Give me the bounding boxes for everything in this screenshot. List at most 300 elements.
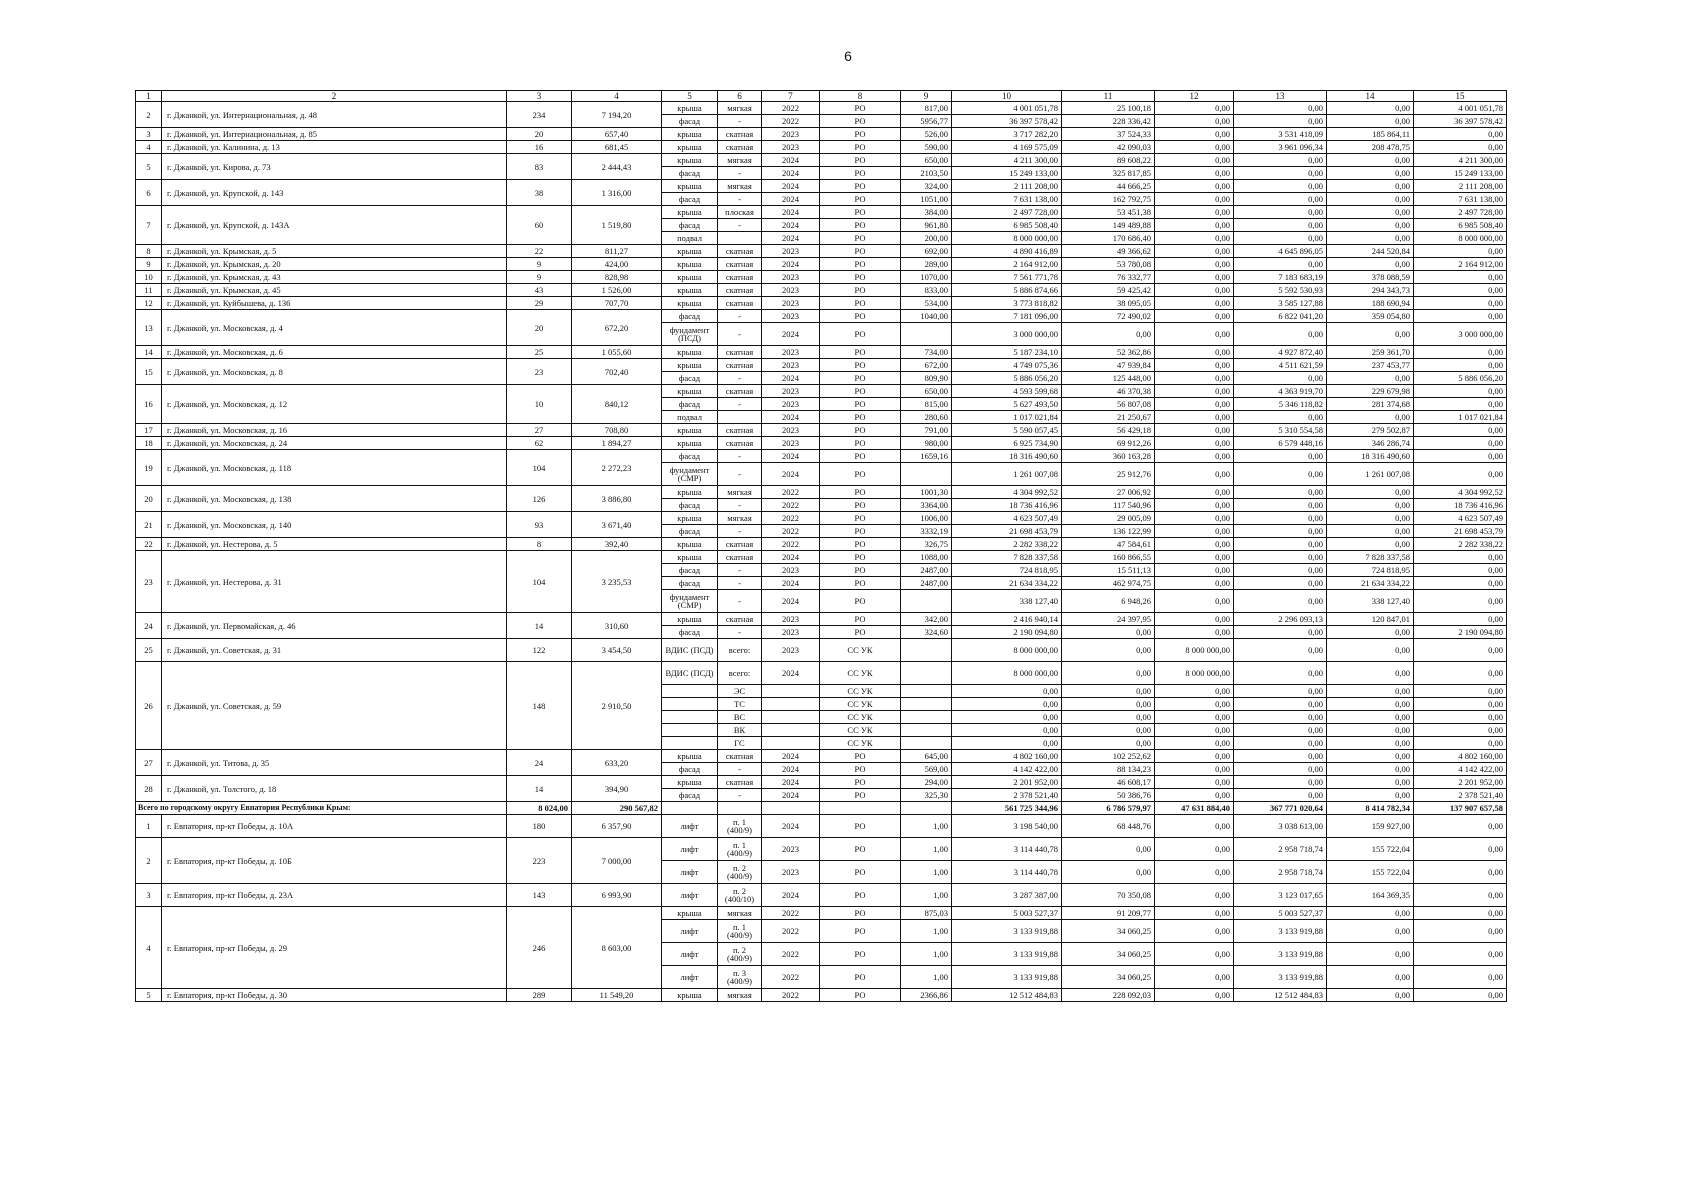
budget-local: 0,00	[1414, 385, 1507, 398]
fund-funds: 3 961 096,34	[1234, 141, 1327, 154]
year: 2024	[762, 258, 820, 271]
table-row	[136, 346, 1507, 359]
total-cost: 0,00	[952, 698, 1062, 711]
owners-funds: 0,00	[1155, 232, 1234, 245]
budget-rk: 0,00	[1327, 943, 1414, 966]
column-header: 13	[1234, 91, 1327, 102]
column-header: 11	[1062, 91, 1155, 102]
total-area: 708,80	[572, 424, 662, 437]
budget-rk: 0,00	[1327, 180, 1414, 193]
specific-cost: 38 095,05	[1062, 297, 1155, 310]
owners-funds: 0,00	[1155, 424, 1234, 437]
year: 2024	[762, 206, 820, 219]
year: 2022	[762, 989, 820, 1002]
column-header: 10	[952, 91, 1062, 102]
fund-funds: 0,00	[1234, 662, 1327, 685]
fund-funds: 0,00	[1234, 789, 1327, 802]
work-detail: скатная	[718, 551, 762, 564]
fund-funds: 0,00	[1234, 463, 1327, 486]
total-area: 702,40	[572, 359, 662, 385]
specific-cost: 42 090,03	[1062, 141, 1155, 154]
year: 2024	[762, 219, 820, 232]
funding-source: РО	[820, 564, 901, 577]
fund-funds: 12 512 484,83	[1234, 989, 1327, 1002]
table-row	[136, 206, 1507, 219]
address: г. Джанкой, ул. Интернациональная, д. 85	[162, 128, 507, 141]
budget-local: 4 304 992,52	[1414, 486, 1507, 499]
work-detail: -	[718, 577, 762, 590]
budget-local: 0,00	[1414, 463, 1507, 486]
column-header: 3	[507, 91, 572, 102]
owners-funds: 0,00	[1155, 626, 1234, 639]
volume: 1,00	[901, 920, 952, 943]
budget-rk: 0,00	[1327, 411, 1414, 424]
address: г. Джанкой, ул. Крымская, д. 5	[162, 245, 507, 258]
volume: 534,00	[901, 297, 952, 310]
owners-funds: 0,00	[1155, 551, 1234, 564]
funding-source: РО	[820, 838, 901, 861]
total-value: 8 414 782,34	[1327, 802, 1414, 815]
address: г. Евпатория, пр-кт Победы, д. 30	[162, 989, 507, 1002]
owners-funds: 0,00	[1155, 206, 1234, 219]
budget-rk: 0,00	[1327, 763, 1414, 776]
budget-local: 2 201 952,00	[1414, 776, 1507, 789]
owners-funds: 0,00	[1155, 525, 1234, 538]
year: 2022	[762, 966, 820, 989]
apartments-count: 104	[507, 551, 572, 613]
specific-cost: 228 336,42	[1062, 115, 1155, 128]
specific-cost: 21 250,67	[1062, 411, 1155, 424]
specific-cost: 53 780,08	[1062, 258, 1155, 271]
volume: 526,00	[901, 128, 952, 141]
funding-source: РО	[820, 359, 901, 372]
volume: 590,00	[901, 141, 952, 154]
year: 2022	[762, 102, 820, 115]
table-row	[136, 662, 1507, 685]
specific-cost: 46 370,38	[1062, 385, 1155, 398]
funding-source: РО	[820, 372, 901, 385]
volume	[901, 737, 952, 750]
specific-cost: 34 060,25	[1062, 920, 1155, 943]
table-row	[136, 551, 1507, 564]
work-type: подвал	[662, 232, 718, 245]
volume: 809,90	[901, 372, 952, 385]
work-detail: -	[718, 626, 762, 639]
total-area: 840,12	[572, 385, 662, 424]
total-area: 6 357,90	[572, 815, 662, 838]
owners-funds: 0,00	[1155, 838, 1234, 861]
volume: 569,00	[901, 763, 952, 776]
address: г. Евпатория, пр-кт Победы, д. 10А	[162, 815, 507, 838]
funding-source: РО	[820, 180, 901, 193]
work-type: крыша	[662, 271, 718, 284]
specific-cost: 325 817,85	[1062, 167, 1155, 180]
funding-source: РО	[820, 385, 901, 398]
total-cost: 5 627 493,50	[952, 398, 1062, 411]
table-row	[136, 102, 1507, 115]
volume: 961,80	[901, 219, 952, 232]
specific-cost: 170 686,40	[1062, 232, 1155, 245]
owners-funds: 0,00	[1155, 943, 1234, 966]
table-row	[136, 838, 1507, 861]
budget-rk: 281 374,68	[1327, 398, 1414, 411]
funding-source: РО	[820, 437, 901, 450]
column-header: 9	[901, 91, 952, 102]
year: 2023	[762, 310, 820, 323]
work-type	[662, 698, 718, 711]
row-number: 3	[136, 884, 162, 907]
table-row	[136, 271, 1507, 284]
total-cost: 21 698 453,79	[952, 525, 1062, 538]
address: г. Джанкой, ул. Московская, д. 118	[162, 450, 507, 486]
fund-funds: 0,00	[1234, 711, 1327, 724]
budget-local: 4 623 507,49	[1414, 512, 1507, 525]
fund-funds: 0,00	[1234, 538, 1327, 551]
address: г. Евпатория, пр-кт Победы, д. 10Б	[162, 838, 507, 884]
budget-local: 0,00	[1414, 346, 1507, 359]
specific-cost: 46 608,17	[1062, 776, 1155, 789]
owners-funds: 0,00	[1155, 724, 1234, 737]
year: 2023	[762, 424, 820, 437]
work-detail: скатная	[718, 776, 762, 789]
fund-funds: 0,00	[1234, 577, 1327, 590]
budget-rk: 0,00	[1327, 102, 1414, 115]
work-detail: ВС	[718, 711, 762, 724]
owners-funds: 0,00	[1155, 128, 1234, 141]
work-type: крыша	[662, 538, 718, 551]
total-cost: 3 114 440,78	[952, 861, 1062, 884]
header-row	[136, 91, 1507, 102]
budget-rk: 188 690,94	[1327, 297, 1414, 310]
specific-cost: 59 425,42	[1062, 284, 1155, 297]
budget-rk: 244 520,84	[1327, 245, 1414, 258]
year: 2023	[762, 639, 820, 662]
apartments-count: 104	[507, 450, 572, 486]
fund-funds: 0,00	[1234, 115, 1327, 128]
volume	[901, 463, 952, 486]
budget-rk: 0,00	[1327, 193, 1414, 206]
total-cost: 18 316 490,60	[952, 450, 1062, 463]
address: г. Джанкой, ул. Московская, д. 12	[162, 385, 507, 424]
work-type: лифт	[662, 966, 718, 989]
total-cost: 4 304 992,52	[952, 486, 1062, 499]
budget-local: 4 001 051,78	[1414, 102, 1507, 115]
year: 2023	[762, 284, 820, 297]
year: 2024	[762, 372, 820, 385]
row-number: 14	[136, 346, 162, 359]
owners-funds: 0,00	[1155, 815, 1234, 838]
total-area: 3 454,50	[572, 639, 662, 662]
year: 2024	[762, 450, 820, 463]
owners-funds: 8 000 000,00	[1155, 639, 1234, 662]
budget-rk: 0,00	[1327, 920, 1414, 943]
total-area: 6 993,90	[572, 884, 662, 907]
budget-local: 2 497 728,00	[1414, 206, 1507, 219]
budget-local: 0,00	[1414, 551, 1507, 564]
budget-local: 2 282 338,22	[1414, 538, 1507, 551]
budget-rk: 346 286,74	[1327, 437, 1414, 450]
budget-local: 0,00	[1414, 271, 1507, 284]
address: г. Джанкой, ул. Куйбышева, д. 136	[162, 297, 507, 310]
row-number: 20	[136, 486, 162, 512]
work-detail: -	[718, 499, 762, 512]
apartments-count: 234	[507, 102, 572, 128]
budget-local: 1 017 021,84	[1414, 411, 1507, 424]
volume: 650,00	[901, 385, 952, 398]
funding-source: РО	[820, 154, 901, 167]
year: 2023	[762, 359, 820, 372]
specific-cost: 0,00	[1062, 626, 1155, 639]
fund-funds: 0,00	[1234, 750, 1327, 763]
specific-cost: 56 807,08	[1062, 398, 1155, 411]
fund-funds: 2 296 093,13	[1234, 613, 1327, 626]
table-row	[136, 776, 1507, 789]
year: 2024	[762, 193, 820, 206]
total-cost: 3 133 919,88	[952, 920, 1062, 943]
table-row	[136, 424, 1507, 437]
total-cost: 4 169 575,09	[952, 141, 1062, 154]
funding-source: РО	[820, 538, 901, 551]
work-type: крыша	[662, 154, 718, 167]
total-cost: 7 828 337,58	[952, 551, 1062, 564]
budget-local: 0,00	[1414, 577, 1507, 590]
year: 2024	[762, 776, 820, 789]
budget-rk: 0,00	[1327, 115, 1414, 128]
total-area: 828,98	[572, 271, 662, 284]
year: 2024	[762, 763, 820, 776]
work-type: фасад	[662, 167, 718, 180]
fund-funds: 4 645 896,05	[1234, 245, 1327, 258]
specific-cost: 37 524,33	[1062, 128, 1155, 141]
owners-funds: 0,00	[1155, 411, 1234, 424]
fund-funds: 0,00	[1234, 737, 1327, 750]
work-detail: ВК	[718, 724, 762, 737]
work-detail	[718, 411, 762, 424]
work-detail: скатная	[718, 284, 762, 297]
work-detail: -	[718, 463, 762, 486]
address: г. Джанкой, ул. Московская, д. 140	[162, 512, 507, 538]
budget-local: 0,00	[1414, 245, 1507, 258]
total-cost: 6 985 508,40	[952, 219, 1062, 232]
fund-funds: 0,00	[1234, 167, 1327, 180]
total-cost: 2 416 940,14	[952, 613, 1062, 626]
total-cost: 3 287 387,00	[952, 884, 1062, 907]
owners-funds: 0,00	[1155, 698, 1234, 711]
row-number: 4	[136, 907, 162, 989]
row-number: 10	[136, 271, 162, 284]
budget-rk: 338 127,40	[1327, 590, 1414, 613]
work-detail: -	[718, 789, 762, 802]
total-area: 7 194,20	[572, 102, 662, 128]
work-type: крыша	[662, 989, 718, 1002]
budget-rk: 259 361,70	[1327, 346, 1414, 359]
work-detail: мягкая	[718, 102, 762, 115]
address: г. Джанкой, ул. Кирова, д. 73	[162, 154, 507, 180]
row-number: 3	[136, 128, 162, 141]
table-row	[136, 180, 1507, 193]
year: 2022	[762, 907, 820, 920]
specific-cost: 25 100,18	[1062, 102, 1155, 115]
volume: 833,00	[901, 284, 952, 297]
specific-cost: 76 332,77	[1062, 271, 1155, 284]
year: 2024	[762, 662, 820, 685]
work-detail: -	[718, 590, 762, 613]
total-cost: 2 164 912,00	[952, 258, 1062, 271]
work-type: фасад	[662, 450, 718, 463]
table-row	[136, 989, 1507, 1002]
fund-funds: 0,00	[1234, 698, 1327, 711]
table-row	[136, 128, 1507, 141]
apartments-count: 83	[507, 154, 572, 180]
specific-cost: 25 912,76	[1062, 463, 1155, 486]
year: 2024	[762, 551, 820, 564]
work-type: фасад	[662, 310, 718, 323]
funding-source: СС УК	[820, 711, 901, 724]
funding-source: РО	[820, 989, 901, 1002]
volume: 325,30	[901, 789, 952, 802]
year: 2024	[762, 411, 820, 424]
total-area: 2 444,43	[572, 154, 662, 180]
apartments-count: 62	[507, 437, 572, 450]
work-type: крыша	[662, 141, 718, 154]
owners-funds: 0,00	[1155, 310, 1234, 323]
year: 2024	[762, 323, 820, 346]
work-type	[662, 711, 718, 724]
budget-local: 3 000 000,00	[1414, 323, 1507, 346]
work-type: крыша	[662, 245, 718, 258]
budget-rk: 294 343,73	[1327, 284, 1414, 297]
fund-funds: 0,00	[1234, 372, 1327, 385]
volume: 384,00	[901, 206, 952, 219]
total-area: 1 526,00	[572, 284, 662, 297]
owners-funds: 0,00	[1155, 102, 1234, 115]
owners-funds: 0,00	[1155, 538, 1234, 551]
work-detail: всего:	[718, 639, 762, 662]
funding-source: РО	[820, 861, 901, 884]
budget-local: 0,00	[1414, 943, 1507, 966]
year: 2024	[762, 180, 820, 193]
fund-funds: 5 310 554,58	[1234, 424, 1327, 437]
volume: 2487,00	[901, 577, 952, 590]
total-area: 3 886,80	[572, 486, 662, 512]
budget-local: 2 111 208,00	[1414, 180, 1507, 193]
volume: 815,00	[901, 398, 952, 411]
work-type: крыша	[662, 180, 718, 193]
total-cost: 36 397 578,42	[952, 115, 1062, 128]
work-type: фасад	[662, 789, 718, 802]
empty-cell	[762, 802, 820, 815]
page-number: 6	[844, 48, 852, 64]
year: 2024	[762, 590, 820, 613]
work-detail: скатная	[718, 437, 762, 450]
apartments-count: 289	[507, 989, 572, 1002]
work-detail: скатная	[718, 359, 762, 372]
specific-cost: 34 060,25	[1062, 943, 1155, 966]
funding-source: РО	[820, 525, 901, 538]
work-detail: скатная	[718, 613, 762, 626]
budget-local: 0,00	[1414, 861, 1507, 884]
address: г. Джанкой, ул. Крупской, д. 143	[162, 180, 507, 206]
budget-rk: 0,00	[1327, 662, 1414, 685]
specific-cost: 0,00	[1062, 639, 1155, 662]
specific-cost: 15 511,13	[1062, 564, 1155, 577]
row-number: 12	[136, 297, 162, 310]
funding-source: РО	[820, 206, 901, 219]
total-cost: 338 127,40	[952, 590, 1062, 613]
budget-rk: 237 453,77	[1327, 359, 1414, 372]
fund-funds: 0,00	[1234, 763, 1327, 776]
fund-funds: 0,00	[1234, 525, 1327, 538]
owners-funds: 0,00	[1155, 966, 1234, 989]
budget-rk: 0,00	[1327, 750, 1414, 763]
year: 2023	[762, 613, 820, 626]
year: 2022	[762, 486, 820, 499]
specific-cost: 0,00	[1062, 838, 1155, 861]
total-cost: 1 261 007,08	[952, 463, 1062, 486]
budget-rk: 185 864,11	[1327, 128, 1414, 141]
funding-source: РО	[820, 297, 901, 310]
owners-funds: 8 000 000,00	[1155, 662, 1234, 685]
funding-source: РО	[820, 219, 901, 232]
work-detail: скатная	[718, 271, 762, 284]
budget-local: 4 802 160,00	[1414, 750, 1507, 763]
budget-rk: 0,00	[1327, 989, 1414, 1002]
fund-funds: 3 133 919,88	[1234, 966, 1327, 989]
fund-funds: 0,00	[1234, 724, 1327, 737]
work-type: фасад	[662, 763, 718, 776]
budget-rk: 0,00	[1327, 538, 1414, 551]
budget-rk: 0,00	[1327, 167, 1414, 180]
apartments-count: 20	[507, 310, 572, 346]
total-cost: 5 886 056,20	[952, 372, 1062, 385]
total-value: 137 907 657,58	[1414, 802, 1507, 815]
specific-cost: 0,00	[1062, 662, 1155, 685]
work-detail: мягкая	[718, 154, 762, 167]
work-type: фундамент (ПСД)	[662, 323, 718, 346]
apartments-count: 223	[507, 838, 572, 884]
work-detail: ТС	[718, 698, 762, 711]
work-type: фасад	[662, 525, 718, 538]
year: 2023	[762, 437, 820, 450]
volume	[901, 711, 952, 724]
work-detail: -	[718, 763, 762, 776]
total-area: 2 910,50	[572, 662, 662, 750]
year	[762, 698, 820, 711]
budget-rk: 724 818,95	[1327, 564, 1414, 577]
work-type: фасад	[662, 577, 718, 590]
year: 2023	[762, 838, 820, 861]
total-cost: 0,00	[952, 711, 1062, 724]
owners-funds: 0,00	[1155, 437, 1234, 450]
work-detail: -	[718, 564, 762, 577]
owners-funds: 0,00	[1155, 398, 1234, 411]
row-number: 9	[136, 258, 162, 271]
apartments-count: 246	[507, 907, 572, 989]
total-area: 1 316,00	[572, 180, 662, 206]
work-type: крыша	[662, 346, 718, 359]
work-detail: ЭС	[718, 685, 762, 698]
row-number: 25	[136, 639, 162, 662]
funding-source: РО	[820, 577, 901, 590]
work-type: фасад	[662, 398, 718, 411]
total-area: 3 235,53	[572, 551, 662, 613]
total-area: 7 000,00	[572, 838, 662, 884]
funding-source: РО	[820, 884, 901, 907]
year	[762, 711, 820, 724]
volume: 672,00	[901, 359, 952, 372]
work-detail: п. 1 (400/9)	[718, 838, 762, 861]
fund-funds: 2 958 718,74	[1234, 861, 1327, 884]
